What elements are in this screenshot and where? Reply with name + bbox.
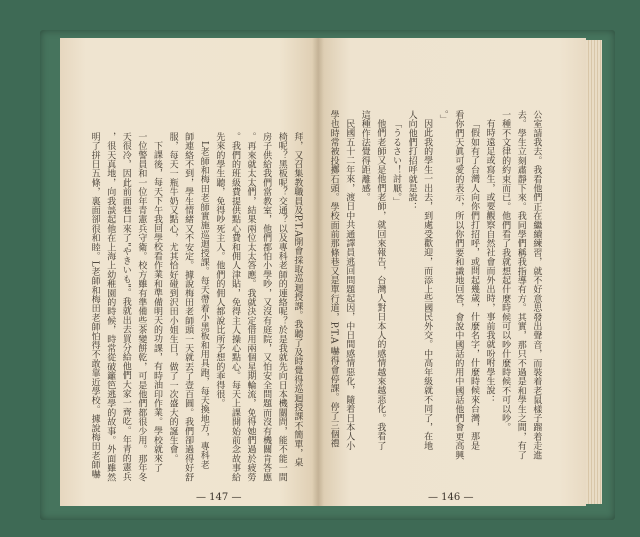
- text-column: L老師和梅田老師實施巡迴授課。每天帶着小黑板和用具跑，每天換地方，專科老: [198, 141, 209, 470]
- text-column: 學也時常被投擲石頭。學校面前那條巷又是單行道，P.T.A 嚇得會停課。停了三個禮: [328, 110, 339, 448]
- book-gutter: [312, 38, 324, 506]
- text-column: ，很天真地，向我談起他在上海上幼稚園的時候，時常從破籬笆逃學的故事。外面雖然: [105, 132, 116, 482]
- text-column: 先來的學生聽，免得吵死主人。他們的佣人都說比所予想的乖得很。: [214, 132, 225, 408]
- text-column: 「假如有了台灣人向你們打招呼，或問起幾歲，什麼名字，什麼時候來台灣，那是: [468, 119, 479, 451]
- text-column: 拜，又召集教職員及P.T.A開會採取巡迴授課。我聽了及時覺得巡迴授課不簡單，桌: [292, 132, 303, 467]
- text-column: 人向他們打招呼就是說：: [406, 110, 417, 212]
- text-column: 他們老師又是他們老師，就回來報告，台灣人對日本人的感情越來越惡化。我看了: [375, 119, 386, 451]
- page-edges: [586, 40, 602, 504]
- text-column: 。我們的班級費提供點心費和佣人津貼，免得主人操心點心。每天上課開始前念故事給: [229, 132, 240, 482]
- text-column: 因此我的學生一出去，到處受歡迎，而添上些國民外交。中高年級就不同了，在地: [422, 119, 433, 451]
- text-column: 這種作法覺得距離感。: [359, 110, 370, 202]
- text-column: 去。學生立刻肅靜下來。我同學們稱我指導有方。其實，那只不過是和學生之間，有了: [515, 110, 526, 460]
- text-column: 看你們天眞可愛的表示，所以你們要和識地回答，會說中國話的用中國話他們會更高興: [453, 110, 464, 460]
- left-page-text: [86, 132, 304, 492]
- text-column: 一位警員和一位年青憲兵守衛。校方雖有準備些茶變餅乾，可是他們都很少用。那年冬: [136, 132, 147, 482]
- text-column: 明了拼日五條，裏面卻很和睦。L老師和梅田老師怕得不敢靠近學校。據說梅田老師嚇: [89, 132, 100, 479]
- text-column: 師連絡不到，學生情緒又不安定。據說梅田老師頭一天就丟了壹百圓。我們卻過得好舒: [183, 132, 194, 482]
- text-column: 。再來就太太們，結果兩位太太答應。我就決定借用兩個星期輪流，免得她們過於疲勞: [245, 132, 256, 482]
- page-number-left: — 147 —: [196, 492, 242, 503]
- text-column: 民國五十二年來，渡日中共通譯員逃回問題起因，中日間感情惡化，隨着日本人小: [344, 119, 355, 451]
- text-column: 公室請我去。我看他們正在繼續練習，就不好意思發出聲音，而裝着老鼠樣子蹓着走進: [531, 110, 542, 460]
- text-column: 下課後，每天下午我回學校看作業和準備明天的功課，有時油印作業。學校就來了: [151, 141, 162, 473]
- page-number-right: — 146 —: [428, 492, 474, 503]
- text-column: 房子供給我們當教室，他們都怕小學吵，又沒有庭院，又怕安全問題而沒有機關肯答應: [261, 132, 272, 482]
- right-page-text: [325, 110, 543, 480]
- text-column: 「うるさい！討厭。」: [390, 119, 401, 207]
- text-column: 。」: [437, 110, 448, 124]
- text-column: 一種不文律的約束而已。他們看了我就想起什麼時候可以吵什麼時候不可以吵。: [500, 110, 511, 432]
- text-column: 有時遠足或寫生，或要觀察自然社會而外出時，事前我就吩咐學生說：: [484, 119, 495, 405]
- text-column: 服，每天一瓶牛奶又點心，尤其恰好碰到沢田小姐生日，做了一次盛大的誕生會。: [167, 132, 178, 464]
- text-column: 椅呢？黑板呢？交通？以及專科老師的連絡呢？於是我就先向日本機關問，能不能一間: [276, 132, 287, 482]
- text-column: 天很冷，因此前面巷口來了"やきいも"。我就出去買分給他們大家一齊吃。年青的憲兵: [120, 132, 131, 482]
